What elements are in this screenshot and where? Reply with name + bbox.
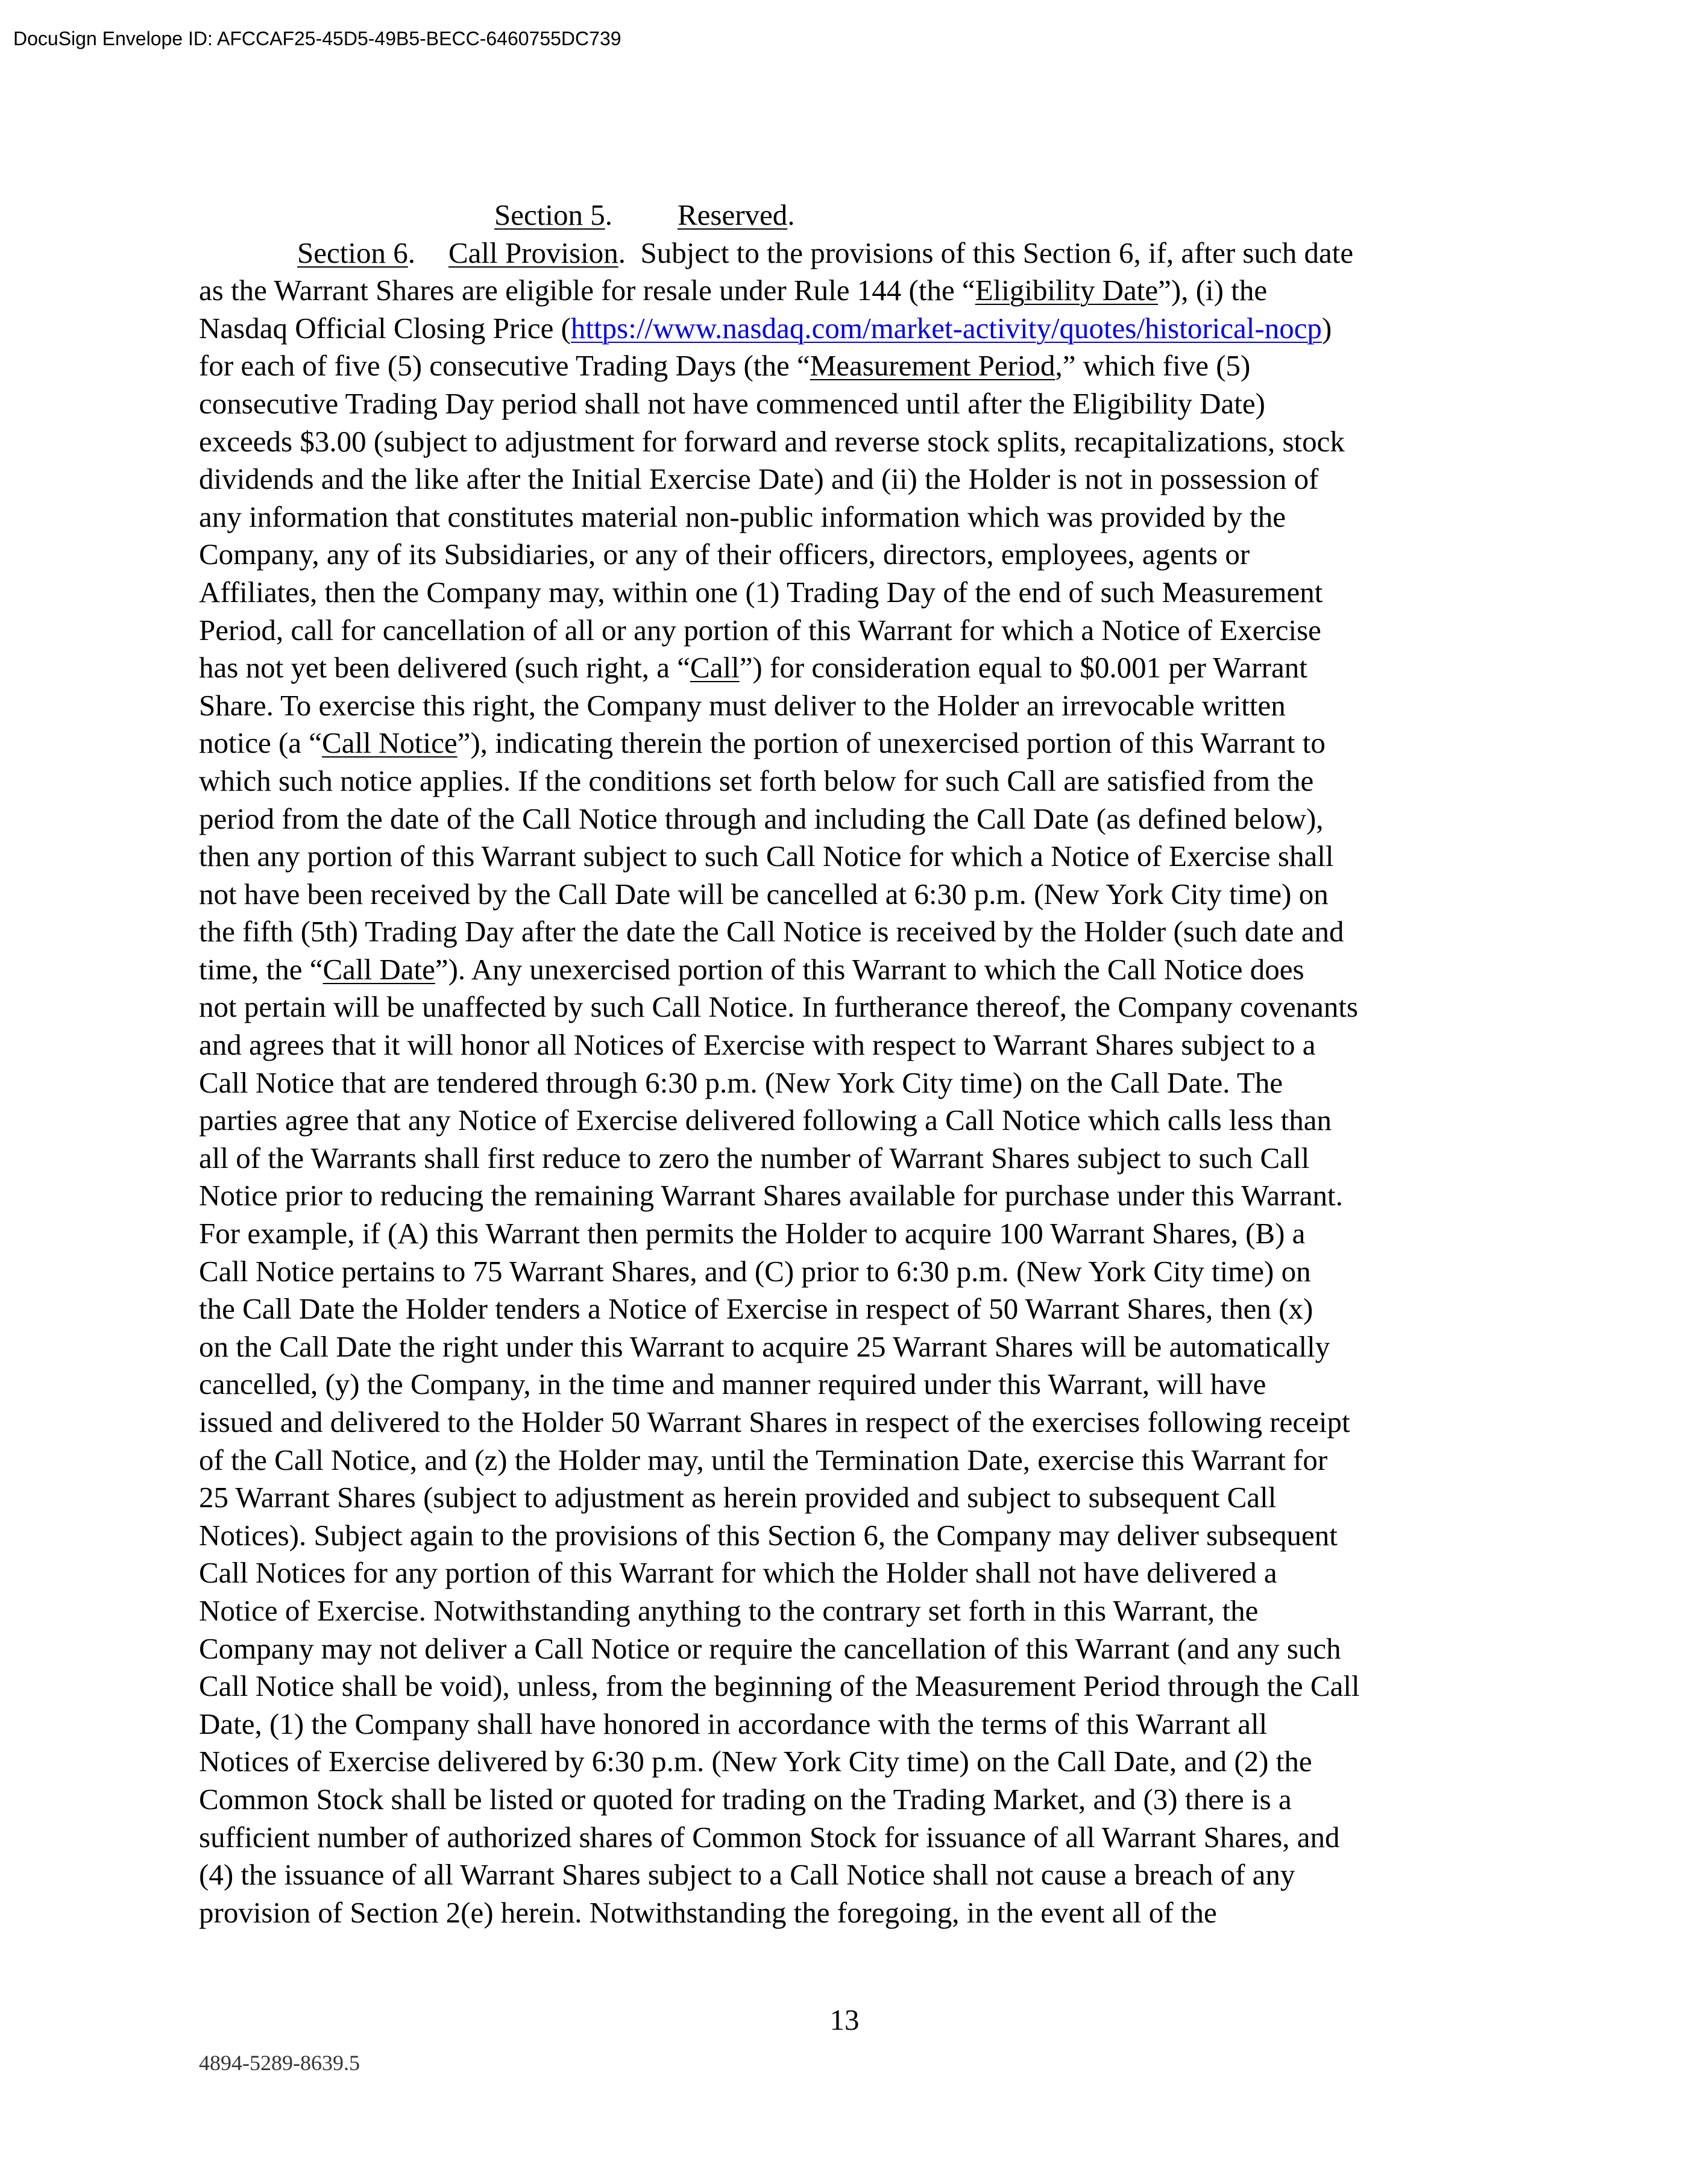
- paragraph-line: and agrees that it will honor all Notices of Exercise with respect to Warrant Shares subject to a: [199, 1028, 1316, 1062]
- paragraph-line: Call Notice that are tendered through 6:30 p.m. (New York City time) on the Call Date. The: [199, 1065, 1283, 1099]
- defined-term-call-date: Call Date: [322, 952, 435, 986]
- paragraph-line: Date, (1) the Company shall have honored in accordance with the terms of this Warrant all: [199, 1707, 1268, 1740]
- section-6-label: Section 6: [297, 236, 408, 269]
- section-6-text: Subject to the provisions of this Section 6, if, after such date: [640, 236, 1354, 269]
- paragraph-line: not pertain will be unaffected by such Call Notice. In furtherance thereof, the Company covenants: [199, 990, 1359, 1024]
- paragraph-line: Share. To exercise this right, the Company must deliver to the Holder an irrevocable written: [199, 688, 1286, 722]
- paragraph-line: Common Stock shall be listed or quoted for trading on the Trading Market, and (3) there is a: [199, 1782, 1292, 1816]
- paragraph-line: the Call Date the Holder tenders a Notice of Exercise in respect of 50 Warrant Shares, then (x): [199, 1292, 1313, 1326]
- paragraph-line: Company may not deliver a Call Notice or require the cancellation of this Warrant (and any such: [199, 1631, 1341, 1665]
- paragraph-line: Notices of Exercise delivered by 6:30 p.m. (New York City time) on the Call Date, and (2) the: [199, 1745, 1312, 1778]
- defined-term-call-notice: Call Notice: [322, 726, 458, 760]
- paragraph-line: time, the “Call Date”). Any unexercised portion of this Warrant to which the Call Notice does: [199, 952, 1304, 986]
- paragraph-line: for each of five (5) consecutive Trading Days (the “Measurement Period,” which five (5): [199, 349, 1251, 383]
- section-5-title: Reserved: [677, 198, 788, 231]
- paragraph-line: sufficient number of authorized shares of Common Stock for issuance of all Warrant Shares, and: [199, 1820, 1340, 1854]
- paragraph-line: Nasdaq Official Closing Price (https://www.nasdaq.com/market-activity/quotes/historical-nocp): [199, 311, 1332, 345]
- paragraph-line: exceeds $3.00 (subject to adjustment for forward and reverse stock splits, recapitalizations, stock: [199, 424, 1345, 458]
- paragraph-line: any information that constitutes material non-public information which was provided by the: [199, 500, 1286, 533]
- paragraph-line: issued and delivered to the Holder 50 Warrant Shares in respect of the exercises following receipt: [199, 1405, 1350, 1439]
- paragraph-line: as the Warrant Shares are eligible for resale under Rule 144 (the “Eligibility Date”), (i) the: [199, 274, 1268, 307]
- paragraph-line: which such notice applies. If the conditions set forth below for such Call are satisfied from the: [199, 764, 1314, 797]
- paragraph-line: For example, if (A) this Warrant then permits the Holder to acquire 100 Warrant Shares, (B) a: [199, 1217, 1306, 1250]
- paragraph-line: Call Notice shall be void), unless, from the beginning of the Measurement Period through the Call: [199, 1669, 1360, 1703]
- section-5-heading-line: Section 5. Reserved.: [494, 198, 795, 231]
- paragraph-line: then any portion of this Warrant subject to such Call Notice for which a Notice of Exercise shall: [199, 839, 1334, 873]
- document-body: [199, 196, 1495, 1931]
- paragraph-line: parties agree that any Notice of Exercise delivered following a Call Notice which calls less than: [199, 1103, 1332, 1137]
- paragraph-line: has not yet been delivered (such right, a “Call”) for consideration equal to $0.001 per Warrant: [199, 651, 1307, 685]
- defined-term-measurement-period: Measurement Period: [810, 349, 1055, 383]
- nasdaq-nocp-link[interactable]: https://www.nasdaq.com/market-activity/quotes/historical-nocp: [570, 311, 1322, 345]
- paragraph-line: consecutive Trading Day period shall not have commenced until after the Eligibility Date): [199, 386, 1265, 420]
- section-6-first-line: Section 6. Call Provision. Subject to the provisions of this Section 6, if, after such date: [297, 236, 1354, 269]
- paragraph-line: 25 Warrant Shares (subject to adjustment as herein provided and subject to subsequent Call: [199, 1481, 1277, 1514]
- paragraph-line: the fifth (5th) Trading Day after the date the Call Notice is received by the Holder (such date and: [199, 915, 1344, 949]
- paragraph-line: period from the date of the Call Notice through and including the Call Date (as defined below),: [199, 802, 1324, 835]
- document-id-footer: 4894-5289-8639.5: [199, 2051, 360, 2075]
- paragraph-line: of the Call Notice, and (z) the Holder may, until the Termination Date, exercise this Warrant for: [199, 1443, 1328, 1476]
- paragraph-line: not have been received by the Call Date will be cancelled at 6:30 p.m. (New York City time) on: [199, 877, 1329, 911]
- page-number: 13: [829, 2003, 860, 2036]
- paragraph-line: Period, call for cancellation of all or any portion of this Warrant for which a Notice of Exercise: [199, 613, 1321, 647]
- section-5-label: Section 5: [494, 198, 605, 231]
- defined-term-eligibility-date: Eligibility Date: [975, 274, 1159, 307]
- paragraph-line: all of the Warrants shall first reduce to zero the number of Warrant Shares subject to such Call: [199, 1141, 1310, 1175]
- paragraph-line: notice (a “Call Notice”), indicating therein the portion of unexercised portion of this Warrant to: [199, 726, 1326, 760]
- section-6-title: Call Provision: [448, 236, 618, 269]
- paragraph-line: provision of Section 2(e) herein. Notwithstanding the foregoing, in the event all of the: [199, 1895, 1217, 1929]
- paragraph-line: Notice of Exercise. Notwithstanding anything to the contrary set forth in this Warrant, the: [199, 1593, 1259, 1627]
- paragraph-line: dividends and the like after the Initial Exercise Date) and (ii) the Holder is not in possession of: [199, 462, 1319, 496]
- paragraph-line: (4) the issuance of all Warrant Shares subject to a Call Notice shall not cause a breach of any: [199, 1858, 1295, 1892]
- docusign-envelope-id: DocuSign Envelope ID: AFCCAF25-45D5-49B5-BECC-6460755DC739: [13, 28, 621, 49]
- paragraph-line: Call Notice pertains to 75 Warrant Shares, and (C) prior to 6:30 p.m. (New York City time) on: [199, 1254, 1311, 1288]
- defined-term-call: Call: [690, 651, 740, 685]
- paragraph-line: Notice prior to reducing the remaining Warrant Shares available for purchase under this Warrant.: [199, 1179, 1343, 1213]
- paragraph-line: cancelled, (y) the Company, in the time and manner required under this Warrant, will have: [199, 1367, 1266, 1401]
- paragraph-line: on the Call Date the right under this Warrant to acquire 25 Warrant Shares will be automatically: [199, 1329, 1330, 1363]
- paragraph-line: Affiliates, then the Company may, within one (1) Trading Day of the end of such Measurement: [199, 575, 1323, 609]
- paragraph-line: Notices). Subject again to the provisions of this Section 6, the Company may deliver subsequent: [199, 1518, 1338, 1552]
- paragraph-line: Call Notices for any portion of this Warrant for which the Holder shall not have delivered a: [199, 1556, 1277, 1590]
- paragraph-line: Company, any of its Subsidiaries, or any of their officers, directors, employees, agents or: [199, 538, 1250, 571]
